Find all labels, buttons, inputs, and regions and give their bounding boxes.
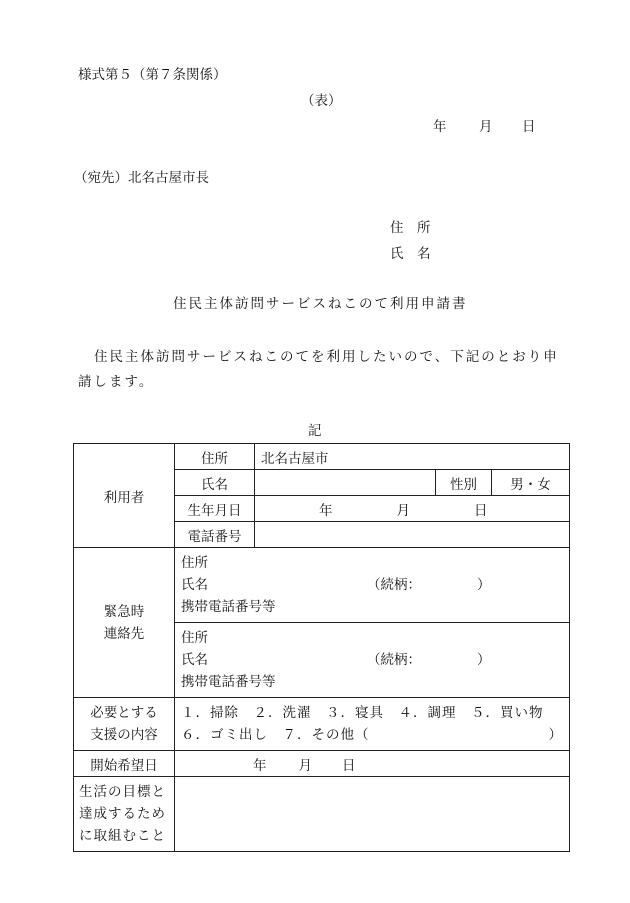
applicant-name-label: 氏 名	[390, 246, 431, 262]
emergency-label-line2: 連絡先	[103, 625, 145, 642]
contact1-address-label: 住所	[181, 555, 208, 571]
support-option-other: ６．ゴミ出し ７．その他（	[181, 727, 370, 743]
user-section-label: 利用者	[74, 444, 175, 548]
goal-label-line3: に取組むこと	[79, 828, 166, 844]
dob-day-label: 日	[474, 502, 488, 519]
goal-label-line1: 生活の目標と	[79, 784, 166, 800]
applicant-address-label: 住 所	[390, 220, 431, 236]
contact2-relation-label: （続柄：	[367, 652, 421, 668]
contact2-name-row	[181, 649, 563, 671]
support-options-line2	[181, 724, 563, 746]
dob-field[interactable]	[255, 496, 570, 522]
contact1-mobile-label: 携帯電話番号等	[181, 599, 276, 615]
support-label-line1: 必要とする	[90, 705, 158, 721]
gender-label: 性別	[436, 470, 492, 496]
start-date-label: 開始希望日	[74, 751, 175, 777]
addressee: （宛先）北名古屋市長	[74, 170, 209, 186]
gender-choice[interactable]: 男・女	[492, 470, 570, 496]
date-day-label: 日	[522, 119, 536, 135]
body-text-line2: 請します。	[78, 374, 155, 390]
goal-label-line2: 達成するため	[79, 806, 166, 822]
support-options-line1: １．掃除 ２．洗濯 ３．寝具 ４．調理 ５．買い物	[181, 705, 544, 721]
contact2-mobile-label: 携帯電話番号等	[181, 674, 276, 690]
start-day-label: 日	[342, 757, 356, 774]
dob-year-label: 年	[319, 502, 333, 519]
support-other-close: ）	[548, 727, 564, 743]
phone-field[interactable]	[255, 522, 570, 548]
application-table	[73, 443, 570, 852]
dob-label: 生年月日	[175, 496, 255, 522]
body-text-line1: 住民主体訪問サービスねこのてを利用したいので、下記のとおり申	[94, 349, 559, 365]
user-name-label: 氏名	[175, 470, 255, 496]
dob-month-label: 月	[396, 502, 410, 519]
start-month-label: 月	[298, 757, 312, 774]
user-name-field[interactable]	[255, 470, 436, 496]
contact1-relation-label: （続柄：	[367, 577, 421, 593]
contact1-name-label: 氏名	[181, 577, 208, 593]
contact2-relation-close: ）	[477, 652, 491, 668]
form-side: （表）	[301, 93, 342, 109]
contact2-address-label: 住所	[181, 630, 208, 646]
support-label	[74, 698, 175, 751]
phone-label: 電話番号	[175, 522, 255, 548]
date-year-label: 年	[433, 119, 447, 135]
contact1-name-row	[181, 574, 563, 596]
document-title: 住民主体訪問サービスねこのて利用申請書	[173, 296, 468, 312]
start-year-label: 年	[253, 757, 267, 774]
support-label-line2: 支援の内容	[90, 727, 158, 743]
support-options[interactable]	[175, 698, 570, 751]
ki-heading: 記	[308, 423, 322, 439]
date-month-label: 月	[479, 119, 493, 135]
emergency-label-line1: 緊急時	[103, 603, 145, 620]
emergency-contact-1[interactable]	[175, 548, 570, 623]
goal-field[interactable]	[175, 777, 570, 852]
emergency-contact-2[interactable]	[175, 623, 570, 698]
start-date-field[interactable]	[175, 751, 570, 777]
user-address-label: 住所	[175, 444, 255, 470]
contact1-relation-close: ）	[477, 577, 491, 593]
goal-label	[74, 777, 175, 852]
form-number: 様式第５（第７条関係）	[78, 67, 227, 83]
emergency-section-label	[74, 548, 175, 698]
contact2-name-label: 氏名	[181, 652, 208, 668]
user-address-field[interactable]: 北名古屋市	[255, 444, 570, 470]
